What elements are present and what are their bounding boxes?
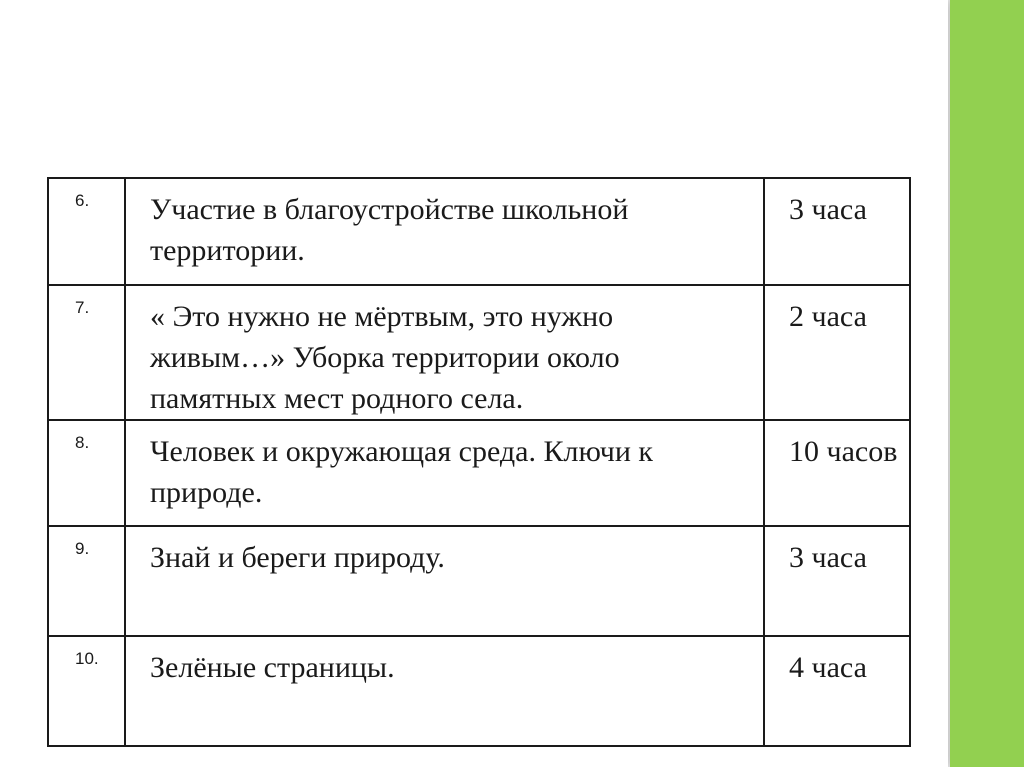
activity-description: Зелёные страницы.: [125, 636, 764, 746]
table-row: [48, 285, 910, 420]
table-row: [48, 178, 910, 285]
activity-duration: 2 часа: [764, 285, 910, 420]
row-number: 7.: [48, 285, 125, 420]
row-number: 9.: [48, 526, 125, 636]
row-number: 8.: [48, 420, 125, 526]
table-row: [48, 636, 910, 746]
activity-description: « Это нужно не мёртвым, это нужно живым…» Уборка территории около памятных мест родного села.: [125, 285, 764, 420]
activity-description: Человек и окружающая среда. Ключи к природе.: [125, 420, 764, 526]
activities-table-wrapper: [47, 177, 909, 745]
activity-description: Участие в благоустройстве школьной территории.: [125, 178, 764, 285]
activity-duration: 10 часов: [764, 420, 910, 526]
row-number: 6.: [48, 178, 125, 285]
activity-duration: 4 часа: [764, 636, 910, 746]
accent-strip: [950, 0, 1024, 767]
table-row: [48, 420, 910, 526]
activities-table: [47, 177, 911, 747]
row-number: 10.: [48, 636, 125, 746]
table-row: [48, 526, 910, 636]
activity-duration: 3 часа: [764, 178, 910, 285]
activity-duration: 3 часа: [764, 526, 910, 636]
activity-description: Знай и береги природу.: [125, 526, 764, 636]
